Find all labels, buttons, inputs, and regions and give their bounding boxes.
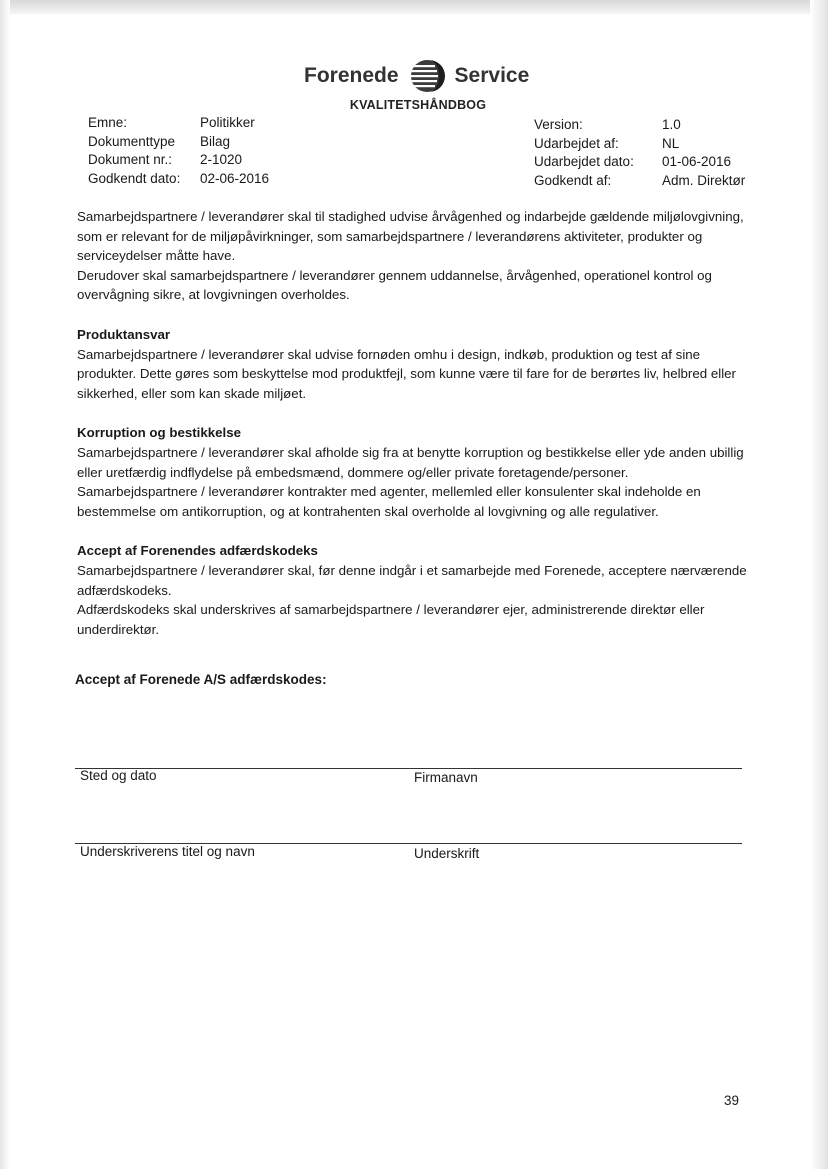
meta-row xyxy=(88,133,269,152)
company-logo xyxy=(304,58,529,94)
meta-row xyxy=(88,151,269,170)
scan-edge-top xyxy=(0,0,828,14)
meta-row xyxy=(88,114,269,133)
document-subtitle: KVALITETSHÅNDBOG xyxy=(349,98,487,112)
globe-logo-icon xyxy=(407,58,447,94)
meta-value: 1.0 xyxy=(662,117,681,132)
meta-left xyxy=(88,114,269,188)
section-paragraph: Samarbejdspartnere / leverandører skal afholde sig fra at benytte korruption og bestikkelse eller yde anden ubillig eller uretfærdig indflydelse på embedsmænd, dommere og/eller private foretagende/personer. xyxy=(77,444,744,480)
meta-row xyxy=(534,153,745,172)
meta-value: Adm. Direktør xyxy=(662,172,746,188)
meta-key: Emne: xyxy=(88,115,128,130)
logo-text-left: Forenede xyxy=(304,64,399,87)
section-paragraph: Samarbejdspartnere / leverandører kontrakter med agenter, mellemled eller konsulenter skal indeholde en bestemmelse om antikorruption, og at kontrahenten skal overholde al lovgivning og alle regulativer. xyxy=(77,484,701,519)
meta-key: Version: xyxy=(534,117,583,132)
scan-edge-left xyxy=(0,0,10,1169)
section-produktansvar xyxy=(77,325,749,403)
title-name-label: Underskriverens titel og navn xyxy=(80,844,255,859)
section-paragraph: Samarbejdspartnere / leverandører skal udvise fornøden omhu i design, indkøb, produktion og test af sine produkter. Dette gøres som beskyttelse mod produktfejl, som kunne være til fare for de berørtes liv, helbred eller sikkerhed, eller som kan skade miljøet. xyxy=(77,346,736,401)
meta-value: 2-1020 xyxy=(200,152,243,167)
section-korruption xyxy=(77,423,749,521)
meta-value: 02-06-2016 xyxy=(200,170,270,186)
section-accept xyxy=(77,541,749,639)
meta-row xyxy=(534,172,745,191)
section-title: Korruption og bestikkelse xyxy=(77,425,242,441)
accept-heading: Accept af Forenede A/S adfærdskodes: xyxy=(75,672,327,687)
meta-key: Udarbejdet dato: xyxy=(534,154,634,169)
meta-row xyxy=(88,170,269,189)
meta-value: NL xyxy=(662,135,680,151)
intro-paragraph: Samarbejdspartnere / leverandører skal til stadighed udvise årvågenhed og indarbejde gældende miljølovgivning, som er relevant for de miljøpåvirkninger, som samarbejdspartnere / leverandørens aktiviteter, produkter og serviceydelser måtte have. xyxy=(77,209,744,264)
place-date-label: Sted og dato xyxy=(80,768,157,783)
intro-paragraph: Derudover skal samarbejdspartnere / leverandører gennem uddannelse, årvågenhed, operationel kontrol og overvågning sikre, at lovgivningen overholdes. xyxy=(77,267,712,303)
meta-row xyxy=(534,135,745,154)
section-paragraph: Adfærdskodeks skal underskrives af samarbejdspartnere / leverandører ejer, administrerende direktør eller underdirektør. xyxy=(77,602,705,637)
meta-key: Dokument nr.: xyxy=(88,152,173,167)
meta-value: Politikker xyxy=(200,115,255,130)
meta-key: Udarbejdet af: xyxy=(534,135,619,151)
logo-text-right: Service xyxy=(454,64,530,87)
scan-edge-right xyxy=(810,0,828,1169)
meta-key: Dokumenttype xyxy=(88,133,176,149)
meta-value: Bilag xyxy=(200,133,231,149)
signature-line xyxy=(75,768,742,769)
body-content xyxy=(77,207,749,639)
signature-label: Underskrift xyxy=(414,846,480,861)
meta-key: Godkendt dato: xyxy=(88,170,181,186)
meta-key: Godkendt af: xyxy=(534,172,612,188)
section-title: Produktansvar xyxy=(77,326,171,342)
page-number: 39 xyxy=(724,1093,740,1108)
meta-value: 01-06-2016 xyxy=(662,154,732,169)
section-paragraph: Samarbejdspartnere / leverandører skal, før denne indgår i et samarbejde med Forenede, acceptere nærværende adfærdskodeks. xyxy=(77,562,747,598)
company-label: Firmanavn xyxy=(414,770,478,785)
meta-right xyxy=(534,116,745,190)
section-title: Accept af Forenendes adfærdskodeks xyxy=(77,543,318,559)
meta-row xyxy=(534,116,745,135)
